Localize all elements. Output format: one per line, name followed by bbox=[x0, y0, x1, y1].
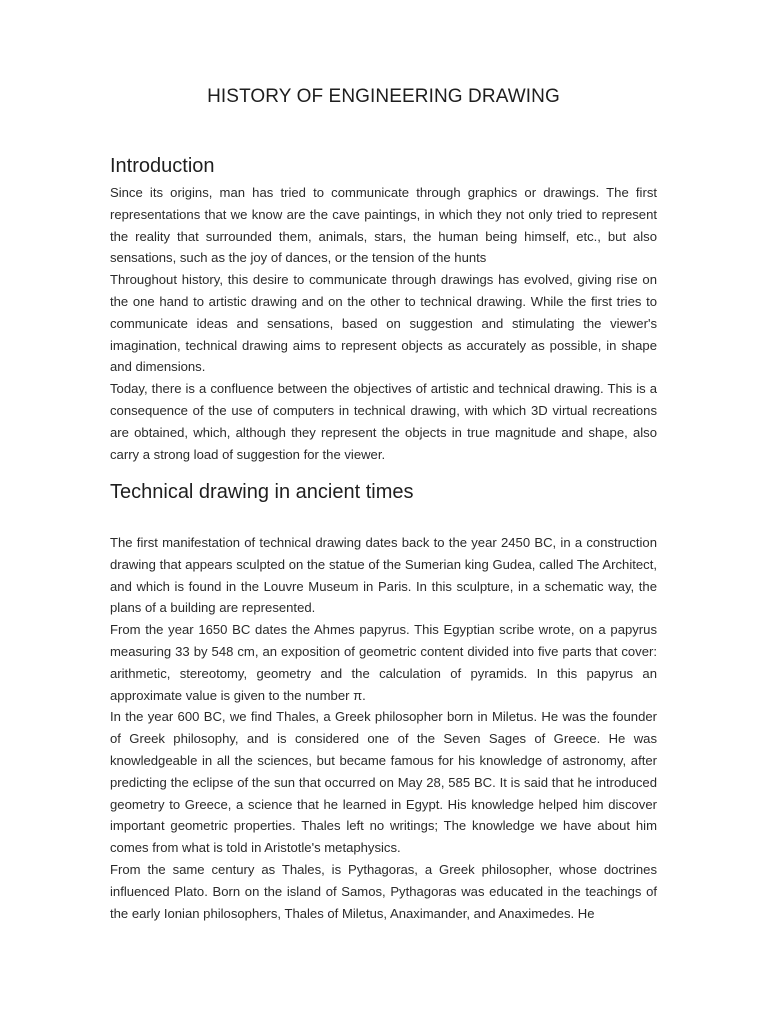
paragraph: In the year 600 BC, we find Thales, a Greek philosopher born in Miletus. He was the founder of Greek philosophy, and is considered one of the Seven Sages of Greece. He was knowledgeable in all the sciences, but became famous for his knowledge of astronomy, after predicting the eclipse of the sun that occurred on May 28, 585 BC. It is said that he introduced geometry to Greece, a science that he learned in Egypt. His knowledge helped him discover important geometric properties. Thales left no writings; The knowledge we have about him comes from what is told in Aristotle's metaphysics. bbox=[110, 709, 657, 856]
document-title: HISTORY OF ENGINEERING DRAWING bbox=[207, 86, 560, 107]
paragraph: Since its origins, man has tried to communicate through graphics or drawings. The first representations that we know are the cave paintings, in which they not only tried to represent the reality that surrounded them, animals, stars, the human being himself, etc., but also sensations, such as the joy of dances, or the tension of the hunts bbox=[110, 185, 657, 266]
section-body-ancient-times bbox=[110, 532, 657, 924]
paragraph: The first manifestation of technical drawing dates back to the year 2450 BC, in a construction drawing that appears sculpted on the statue of the Sumerian king Gudea, called The Architect, and which is found in the Louvre Museum in Paris. In this sculpture, in a schematic way, the plans of a building are represented. bbox=[110, 535, 657, 616]
section-heading-ancient-times: Technical drawing in ancient times bbox=[110, 481, 414, 503]
paragraph: From the year 1650 BC dates the Ahmes papyrus. This Egyptian scribe wrote, on a papyrus measuring 33 by 548 cm, an exposition of geometric content divided into five parts that cover: arithmetic, stereotomy, geometry and the calculation of pyramids. In this papyrus an approximate value is given to the number π. bbox=[110, 622, 657, 703]
section-heading-introduction: Introduction bbox=[110, 155, 215, 177]
section-body-introduction bbox=[110, 182, 657, 465]
paragraph: Throughout history, this desire to communicate through drawings has evolved, giving rise on the one hand to artistic drawing and on the other to technical drawing. While the first tries to communicate ideas and sensations, based on suggestion and stimulating the viewer's imagination, technical drawing aims to represent objects as accurately as possible, in shape and dimensions. bbox=[110, 272, 657, 375]
paragraph: Today, there is a confluence between the objectives of artistic and technical drawing. This is a consequence of the use of computers in technical drawing, with which 3D virtual recreations are obtained, which, although they represent the objects in true magnitude and shape, also carry a strong load of suggestion for the viewer. bbox=[110, 381, 657, 462]
paragraph: From the same century as Thales, is Pythagoras, a Greek philosopher, whose doctrines influenced Plato. Born on the island of Samos, Pythagoras was educated in the teachings of the early Ionian philosophers, Thales of Miletus, Anaximander, and Anaximedes. He bbox=[110, 861, 657, 921]
